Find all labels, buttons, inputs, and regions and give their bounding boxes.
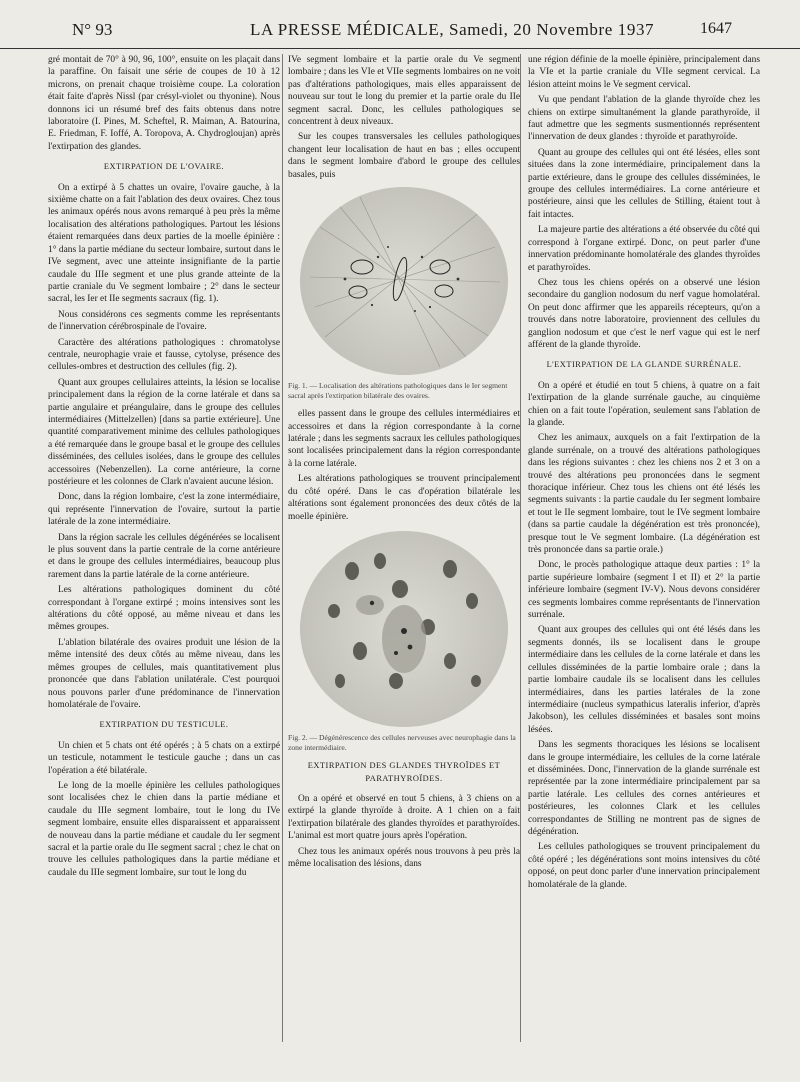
paragraph: Chez les animaux, auxquels on a fait l'extirpation de la glande surrénale, on a trouvé des altérations pathologiques dans les régions suivantes : chez les chiens nos 2 et 3 on a trouvé des altérations peu prononcées dans le segment thoracique inférieur. Chez tous les chiens ont été lésés les segments suivants : la partie caudale du Ier segment lombaire et tout le IIe segment lombaire, tout le IVe segment lombaire (dans sa partie caudale la dégénération est très prononcée), presque tout le Ve segment lombaire. (La dégénération est très prononcée dans sa partie orale.) — [528, 433, 760, 556]
paragraph: On a opéré et observé en tout 5 chiens, à 3 chiens on a extirpé la glande thyroïde à droite. A 1 chien on a fait l'extirpation bilatérale des glandes thyroïdes et parathyroïdes. L'animal est mort quatre jours après l'opération. — [288, 793, 520, 842]
column-2 — [288, 54, 520, 1068]
figure-2-drawing — [300, 531, 508, 727]
paragraph: une région définie de la moelle épinière, principalement dans la VIe et la partie craniale du VIIe segment cervical. La lésion atteint moins le Ve segment cervical. — [528, 55, 760, 90]
paragraph: Quant au groupe des cellules qui ont été lésées, elles sont situées dans la zone intermédiaire, principalement dans la partie extérieure, dans le groupe des cellules disséminées, le groupe des cellules intermédiaires. La corne antérieure et postérieure, ainsi que les cellules de Stilling, étaient tout à fait intactes. — [528, 147, 760, 220]
paragraph: Donc, dans la région lombaire, c'est la zone intermédiaire, qui représente l'innervation de l'ovaire, surtout la partie latérale de la zone intermédiaire. — [48, 492, 280, 528]
section-heading-testicule: EXTIRPATION DU TESTICULE. — [99, 720, 229, 730]
paragraph: Chez tous les animaux opérés nous trouvons à peu près la même localisation des lésions, dans — [288, 846, 520, 869]
paragraph: La majeure partie des altérations a été observée du côté qui correspond à l'organe extirpé. Donc, on peut parler d'une innervation prédominante homolatérale des glandes thyroïdes et parathyroïdes. — [528, 225, 760, 273]
journal-title: LA PRESSE MÉDICALE, Samedi, 20 Novembre 1937 — [250, 20, 655, 39]
issue-number: N° 93 — [72, 20, 113, 39]
section-heading-thyroide: EXTIRPATION DES GLANDES THYROÏDES ET PARATHYROÏDES. — [307, 761, 501, 783]
paragraph: Le long de la moelle épinière les cellules pathologiques sont localisées chez le chien dans la partie médiane et caudale du IIIe segment lombaire, tout le long du IVe segment lombaire, ensuite elles disparaissent et apparaissent de nouveau dans la partie médiane et caudale du Ier segment sacral et la partie orale du IIe segment sacral ; chez le chat on trouve les cellules pathologiques dans la partie médiane et caudale du IIIe segment lombaire, sur tout le long du — [48, 780, 280, 878]
figure-2-micrograph — [300, 531, 508, 727]
figure-1-spinal-section — [300, 187, 508, 375]
paragraph: Les altérations pathologiques se trouvent principalement du côté opéré. Dans le cas d'opération bilatérale les altérations sont également prononcées des deux côtés de la moelle épinière. — [288, 474, 520, 522]
column-divider — [282, 54, 283, 1042]
paragraph: Dans les segments thoraciques les lésions se localisent dans le groupe intermédiaire, les cellules de la corne latérale et disséminées. Donc, l'innervation de la glande surrénale est représentée par la zone intermédiaire principalement par sa partie latérale. Les cellules des cornes antérieures et postérieures, les colonnes Clark et les cellules correspondantes de Stilling ne montrent pas de signes de dégénération. — [528, 740, 760, 837]
paragraph: Vu que pendant l'ablation de la glande thyroïde chez les chiens on extirpe simultanément la glande parathyroïde, il faut admettre que les segments susmentionnés représentent l'innervation de deux glandes : thyroïde et parathyroïde. — [528, 95, 760, 143]
paragraph: Donc, le procès pathologique attaque deux parties : 1° la partie supérieure lombaire (segment I et II) et 2° la partie inférieure lombaire (segment IV-V). Nous devons considérer ces segments lombaires comme représentants de l'innervation surrénale. — [528, 560, 760, 621]
column-3 — [528, 54, 760, 1068]
paragraph: Sur les coupes transversales les cellules pathologiques changent leur localisation de haut en bas ; elles occupent dans le segment lombaire d'abord le groupe des cellules basales, puis — [288, 132, 520, 180]
section-heading-surrenale: L'EXTIRPATION DE LA GLANDE SURRÉNALE. — [546, 360, 742, 370]
figure-2-caption: Fig. 2. — Dégénérescence des cellules nerveuses avec neurophagie dans la zone intermédiaire. — [288, 732, 516, 752]
paragraph: Quant aux groupes cellulaires atteints, la lésion se localise principalement dans la région de la corne latérale et dans sa partie angulaire et préangulaire, dans le groupe des cellules intermédiaires (Mittelzellen) [dans sa partie extérieure]. Une quantité comparativement minime des cellules pathologiques a été remarquée dans le groupe basal et le groupe des cellules disséminées, des cellules isolées, dans le groupe des cellules accessoires (Nebenzellen). La corne antérieure, la corne postérieure et les colonnes de Clark n'avaient aucune lésion. — [48, 377, 280, 487]
paragraph: On a opéré et étudié en tout 5 chiens, à quatre on a fait l'extirpation de la glande surrénale gauche, au cinquième chien on a fait toute l'opération, seulement sans l'ablation de la glande. — [528, 380, 760, 428]
column-divider — [520, 54, 521, 1042]
paragraph: gré montait de 70° à 90, 96, 100°, ensuite on les plaçait dans la paraffine. On faisait une série de coupes de 10 à 12 microns, on prenait chaque troisième coupe. La coloration était faite d'après Nissl (par crésyl-violet ou thyonine). Nous donnons ici un résumé bref des faits obtenus dans notre laboratoire (I. Pines, M. Scheftel, R. Maiman, A. Batourina, E. Friedman, F. Ioffé, A. Toropova, A. Chydrogloujan) après l'extirpation des glandes. — [48, 55, 280, 152]
paragraph: Les altérations pathologiques dominent du côté correspondant à l'organe extirpé ; moins intensives sont les altérations du côté opposé, au même niveau et dans les mêmes groupes. — [48, 585, 280, 633]
figure-1-caption: Fig. 1. — Localisation des altérations pathologiques dans le Ier segment sacral après l'extirpation bilatérale des ovaires. — [288, 381, 508, 400]
paragraph: Dans la région sacrale les cellules dégénérées se localisent le plus souvent dans la partie centrale de la corne antérieure et dans le groupe des cellules intermédiaires, beaucoup plus rarement dans la partie latérale de la corne antérieure. — [48, 532, 280, 580]
paragraph: Les cellules pathologiques se trouvent principalement du côté opéré ; les dégénérations sont moins intensives du côté opposé, on peut donc parler d'une innervation principalement homolatérale de la glande. — [528, 842, 760, 890]
paragraph: Chez tous les chiens opérés on a observé une lésion secondaire du ganglion nodosum du nerf vague homolatéral. On peut donc affirmer que les appareils récepteurs, qu'on a trouvés dans notre laboratoire, proviennent des cellules du ganglion nodosum et que c'est le nerf vague qui est le nerf afférent de la glande thyroïde. — [528, 277, 760, 350]
paragraph: elles passent dans le groupe des cellules intermédiaires et accessoires et dans la région correspondante à la corne latérale ; dans les segments sacraux les cellules pathologiques sont localisées principalement dans la région correspondante à la corne latérale. — [288, 409, 520, 469]
paragraph: Nous considérons ces segments comme les représentants de l'innervation cérébrospinale de l'ovaire. — [48, 309, 280, 333]
page-number: 1647 — [700, 20, 732, 37]
paragraph: On a extirpé à 5 chattes un ovaire, l'ovaire gauche, à la sixième chatte on a fait l'ablation des deux ovaires. Chez tous les animaux opérés nous avons remarqué à peu près la même localisation des altérations pathologiques. Partout les lésions étaient remarquées dans deux parties de la moelle épinière : 1° dans la partie médiane du secteur lombaire, surtout dans le IVe segment, avec une atteinte insignifiante de la partie caudale du IIIe segment et une plus grande atteinte de la partie craniale du Ve segment lombaire ; 2° dans le secteur sacral, les Ier et IIe segments sacraux (fig. 1). — [48, 182, 280, 305]
paragraph: IVe segment lombaire et la partie orale du Ve segment lombaire ; dans les VIe et VIIe segments lombaires on ne voit pas d'altérations pathologiques, mais elles apparaissent de nouveau sur tout le long du premier et la partie orale du IIe segment sacral. Donc, les cellules pathologiques se concentrent à deux niveaux. — [288, 55, 520, 128]
section-heading-ovaire: EXTIRPATION DE L'OVAIRE. — [103, 162, 225, 172]
paragraph: Un chien et 5 chats ont été opérés ; à 5 chats on a extirpé un testicule, notamment le testicule gauche ; dans un cas l'opération a été bilatérale. — [48, 740, 280, 776]
figure-1-drawing — [300, 187, 508, 375]
column-1 — [48, 54, 280, 1068]
paragraph: Caractère des altérations pathologiques : chromatolyse centrale, neurophagie vraie et fausse, cytolyse, présence des cellules-ombres et destruction des cellules (fig. 2). — [48, 337, 280, 373]
page-header — [0, 0, 800, 49]
paragraph: Quant aux groupes des cellules qui ont été lésés dans les segments donnés, ils se localisent dans le groupe intermédiaire dans les cellules de la corne latérale et dans les cellules disséminées de la partie lombaire orale ; dans la partie lombaire caudale ils se localisent dans les cellules intermédiaires, dans les parties latérales de la zone intermédiaire (nucleus sympathicus lateralis inferior, d'après Jakobson), les cellules disséminées et basales sont moins lésées. — [528, 625, 760, 735]
paragraph: L'ablation bilatérale des ovaires produit une lésion de la même intensité des deux côtés au même niveau, dans les mêmes groupes de cellules, mais quantitativement plus prononcée que dans l'ablation unilatérale. C'est pourquoi nous pouvons parler d'une prédominance de l'innervation homolatérale de l'ovaire. — [48, 637, 280, 710]
